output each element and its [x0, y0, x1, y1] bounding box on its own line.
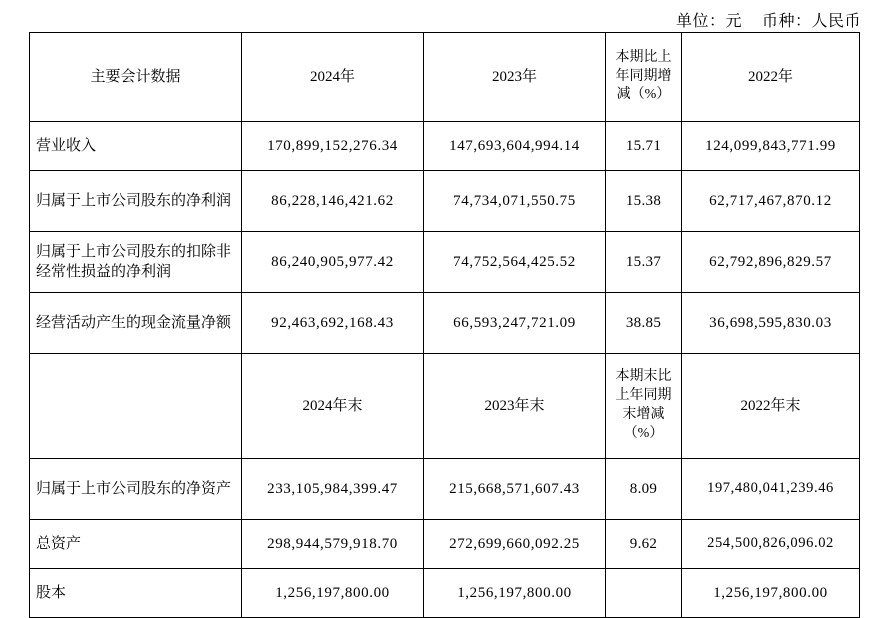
- table-subheader-row: [30, 354, 860, 459]
- row-label: 归属于上市公司股东的净资产: [30, 459, 242, 520]
- cell-2022: 124,099,843,771.99: [682, 122, 860, 171]
- cell-2022: 1,256,197,800.00: [682, 569, 860, 618]
- cell-2023: 272,699,660,092.25: [424, 520, 606, 569]
- cell-2024: 233,105,984,399.47: [242, 459, 424, 520]
- cell-change: [606, 569, 682, 618]
- unit-label: 单位：元: [675, 13, 742, 30]
- table-row: [30, 520, 860, 569]
- table-row: [30, 569, 860, 618]
- subheader-cell-2022-end: 2022年末: [682, 354, 860, 459]
- cell-2024: 170,899,152,276.34: [242, 122, 424, 171]
- table-row: [30, 459, 860, 520]
- cell-2023: 74,752,564,425.52: [424, 232, 606, 293]
- cell-2024: 86,240,905,977.42: [242, 232, 424, 293]
- cell-2022: 62,717,467,870.12: [682, 171, 860, 232]
- cell-2023: 1,256,197,800.00: [424, 569, 606, 618]
- header-cell-2022: 2022年: [682, 33, 860, 122]
- cell-2023: 215,668,571,607.43: [424, 459, 606, 520]
- currency-label: 币种：人民币: [761, 13, 861, 30]
- cell-change: 38.85: [606, 293, 682, 354]
- subheader-cell-change: 本期末比上年同期末增减（%）: [606, 354, 682, 459]
- subheader-cell-2023-end: 2023年末: [424, 354, 606, 459]
- header-cell-2024: 2024年: [242, 33, 424, 122]
- table-row: [30, 293, 860, 354]
- cell-2023: 147,693,604,994.14: [424, 122, 606, 171]
- cell-change: 15.38: [606, 171, 682, 232]
- table-row: [30, 171, 860, 232]
- row-label: 经营活动产生的现金流量净额: [30, 293, 242, 354]
- cell-2022: 62,792,896,829.57: [682, 232, 860, 293]
- cell-2023: 74,734,071,550.75: [424, 171, 606, 232]
- table-row: [30, 232, 860, 293]
- cell-2022: 197,480,041,239.46: [682, 459, 860, 520]
- header-cell-metric: 主要会计数据: [30, 33, 242, 122]
- row-label: 归属于上市公司股东的净利润: [30, 171, 242, 232]
- cell-2023: 66,593,247,721.09: [424, 293, 606, 354]
- row-label: 股本: [30, 569, 242, 618]
- header-cell-2023: 2023年: [424, 33, 606, 122]
- table-header-row: [30, 33, 860, 122]
- cell-2024: 298,944,579,918.70: [242, 520, 424, 569]
- cell-2024: 86,228,146,421.62: [242, 171, 424, 232]
- cell-change: 15.37: [606, 232, 682, 293]
- cell-2024: 92,463,692,168.43: [242, 293, 424, 354]
- table-row: [30, 122, 860, 171]
- header-cell-change: 本期比上年同期增减（%）: [606, 33, 682, 122]
- cell-change: 8.09: [606, 459, 682, 520]
- cell-2022: 254,500,826,096.02: [682, 520, 860, 569]
- subheader-cell-2024-end: 2024年末: [242, 354, 424, 459]
- cell-change: 15.71: [606, 122, 682, 171]
- cell-change: 9.62: [606, 520, 682, 569]
- subheader-cell-blank: [30, 354, 242, 459]
- row-label: 营业收入: [30, 122, 242, 171]
- unit-currency-note: [676, 8, 861, 31]
- cell-2024: 1,256,197,800.00: [242, 569, 424, 618]
- financial-summary-table: [29, 32, 860, 618]
- row-label: 总资产: [30, 520, 242, 569]
- cell-2022: 36,698,595,830.03: [682, 293, 860, 354]
- row-label: 归属于上市公司股东的扣除非经常性损益的净利润: [30, 232, 242, 293]
